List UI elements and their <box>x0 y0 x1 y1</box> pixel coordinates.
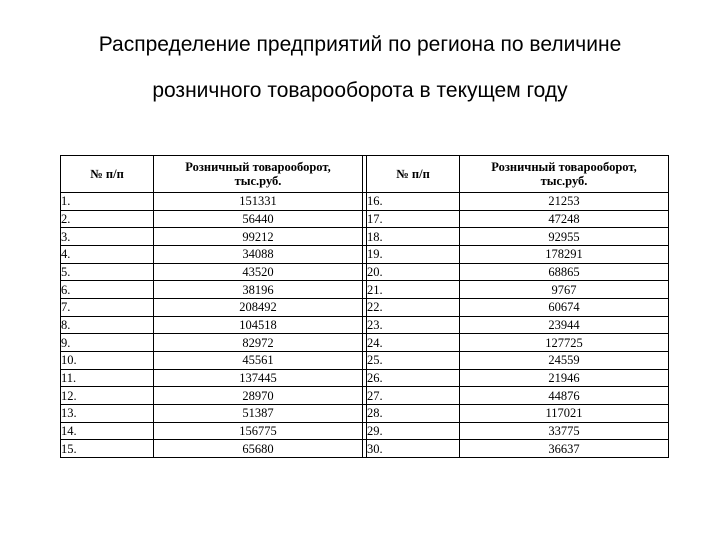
turnover-value-right: 21253 <box>460 193 669 211</box>
turnover-value-left: 104518 <box>154 316 363 334</box>
turnover-value-left: 137445 <box>154 369 363 387</box>
turnover-table <box>60 155 669 458</box>
table-row <box>61 334 669 352</box>
table-body <box>61 193 669 458</box>
header-num-left: № п/п <box>61 156 154 193</box>
table-row <box>61 245 669 263</box>
turnover-value-right: 68865 <box>460 263 669 281</box>
turnover-value-right: 92955 <box>460 228 669 246</box>
row-number-left: 7. <box>61 298 154 316</box>
table-row <box>61 263 669 281</box>
turnover-value-right: 33775 <box>460 422 669 440</box>
table-row <box>61 351 669 369</box>
table-row <box>61 281 669 299</box>
turnover-value-left: 82972 <box>154 334 363 352</box>
row-number-right: 24. <box>367 334 460 352</box>
row-number-right: 17. <box>367 210 460 228</box>
turnover-value-left: 208492 <box>154 298 363 316</box>
turnover-value-left: 156775 <box>154 422 363 440</box>
table-row <box>61 210 669 228</box>
row-number-right: 20. <box>367 263 460 281</box>
table-row <box>61 387 669 405</box>
row-number-left: 2. <box>61 210 154 228</box>
row-number-right: 22. <box>367 298 460 316</box>
turnover-value-right: 127725 <box>460 334 669 352</box>
row-number-left: 9. <box>61 334 154 352</box>
header-value-left <box>154 156 363 193</box>
row-number-left: 13. <box>61 404 154 422</box>
table-row <box>61 404 669 422</box>
row-number-left: 6. <box>61 281 154 299</box>
table-row <box>61 298 669 316</box>
turnover-value-right: 60674 <box>460 298 669 316</box>
row-number-right: 19. <box>367 245 460 263</box>
turnover-value-left: 51387 <box>154 404 363 422</box>
turnover-value-right: 21946 <box>460 369 669 387</box>
turnover-value-left: 45561 <box>154 351 363 369</box>
row-number-right: 30. <box>367 440 460 458</box>
turnover-value-left: 38196 <box>154 281 363 299</box>
row-number-left: 1. <box>61 193 154 211</box>
row-number-left: 14. <box>61 422 154 440</box>
row-number-left: 15. <box>61 440 154 458</box>
slide-title-line-2: розничного товарооборота в текущем году <box>152 79 568 102</box>
turnover-value-right: 36637 <box>460 440 669 458</box>
turnover-value-left: 34088 <box>154 245 363 263</box>
row-number-right: 18. <box>367 228 460 246</box>
row-number-right: 23. <box>367 316 460 334</box>
table-header-row <box>61 156 669 193</box>
turnover-value-right: 47248 <box>460 210 669 228</box>
table-row <box>61 369 669 387</box>
header-value-left-line-2: тыс.руб. <box>234 174 282 188</box>
row-number-left: 8. <box>61 316 154 334</box>
turnover-value-right: 24559 <box>460 351 669 369</box>
row-number-right: 27. <box>367 387 460 405</box>
header-value-left-line-1: Розничный товарооборот, <box>185 160 331 174</box>
header-num-right: № п/п <box>367 156 460 193</box>
turnover-value-left: 43520 <box>154 263 363 281</box>
row-number-right: 21. <box>367 281 460 299</box>
turnover-value-right: 117021 <box>460 404 669 422</box>
row-number-left: 12. <box>61 387 154 405</box>
row-number-right: 28. <box>367 404 460 422</box>
turnover-value-left: 65680 <box>154 440 363 458</box>
header-value-right <box>460 156 669 193</box>
row-number-right: 26. <box>367 369 460 387</box>
row-number-right: 16. <box>367 193 460 211</box>
turnover-value-right: 178291 <box>460 245 669 263</box>
turnover-value-right: 44876 <box>460 387 669 405</box>
turnover-value-left: 151331 <box>154 193 363 211</box>
table-row <box>61 440 669 458</box>
table-row <box>61 316 669 334</box>
slide-title-line-1: Распределение предприятий по региона по величине <box>98 33 622 56</box>
turnover-value-right: 9767 <box>460 281 669 299</box>
row-number-left: 4. <box>61 245 154 263</box>
row-number-right: 25. <box>367 351 460 369</box>
table-row <box>61 422 669 440</box>
row-number-right: 29. <box>367 422 460 440</box>
turnover-value-right: 23944 <box>460 316 669 334</box>
row-number-left: 10. <box>61 351 154 369</box>
row-number-left: 3. <box>61 228 154 246</box>
header-value-right-line-1: Розничный товарооборот, <box>491 160 637 174</box>
turnover-value-left: 99212 <box>154 228 363 246</box>
turnover-value-left: 56440 <box>154 210 363 228</box>
turnover-value-left: 28970 <box>154 387 363 405</box>
table-row <box>61 228 669 246</box>
row-number-left: 11. <box>61 369 154 387</box>
row-number-left: 5. <box>61 263 154 281</box>
table-row <box>61 193 669 211</box>
header-value-right-line-2: тыс.руб. <box>540 174 588 188</box>
